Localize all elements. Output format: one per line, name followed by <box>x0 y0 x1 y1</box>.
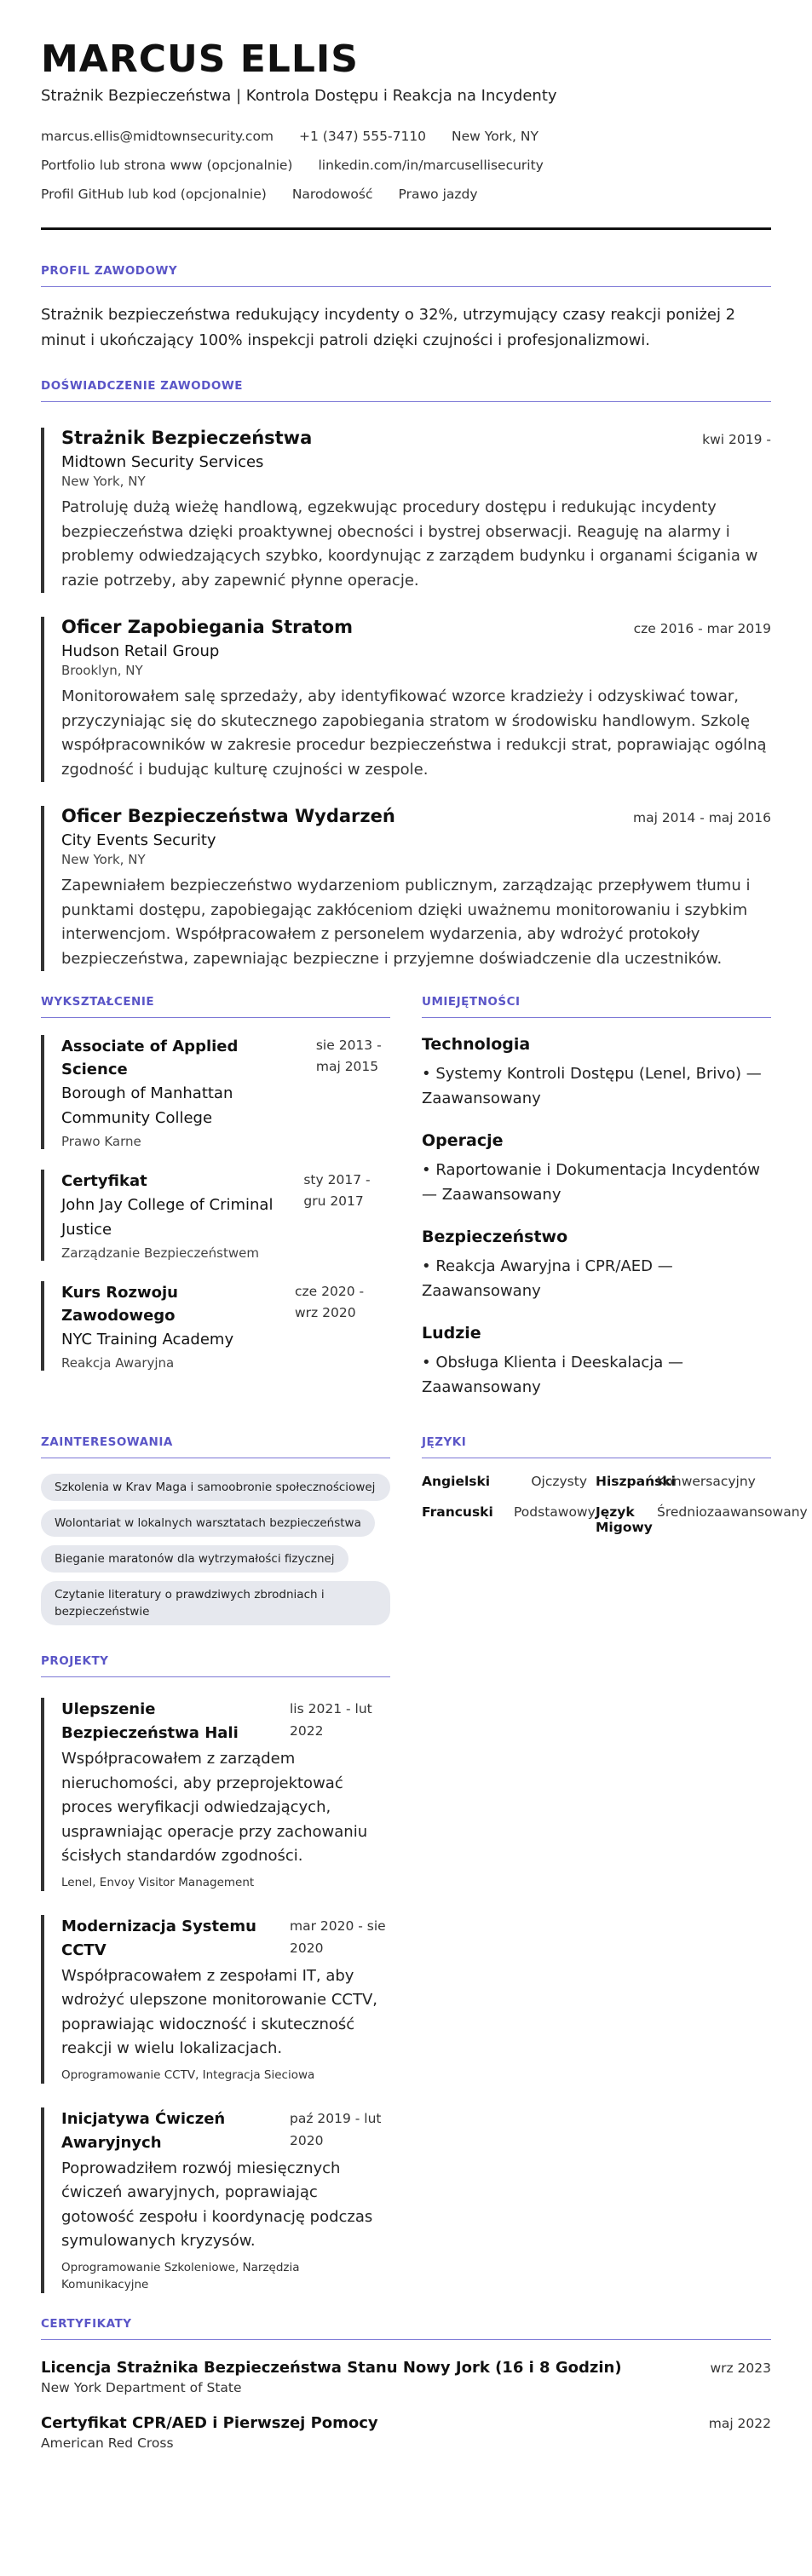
certificate-entry <box>41 2359 771 2395</box>
section-title-projects: PROJEKTY <box>41 1654 390 1677</box>
section-title-interests: ZAINTERESOWANIA <box>41 1435 390 1458</box>
skill-group <box>422 1324 771 1400</box>
education-school: Borough of Manhattan Community College <box>61 1084 233 1127</box>
language-name: Hiszpański <box>596 1474 676 1489</box>
contact-github[interactable]: Profil GitHub lub kod (opcjonalnie) <box>41 187 267 202</box>
job-company: Hudson Retail Group <box>61 642 220 660</box>
job-company: City Events Security <box>61 831 216 849</box>
contact-portfolio[interactable]: Portfolio lub strona www (opcjonalnie) <box>41 158 293 173</box>
job-description: Monitorowałem salę sprzedaży, aby identyfikować wzorce kradzieży i odzyskiwać towar, przyczyniając się do skutecznego zapobiegania stratom w środowisku handlowym. Szkolę współpracowników w zakresie procedur bezpieczeństwa i redukcji strat, poprawiając ogólną zgodność i budując kulturę czujności w zespole. <box>61 687 767 779</box>
project-title: Ulepszenie Bezpieczeństwa Hali <box>61 1700 239 1742</box>
resume-header <box>41 37 771 230</box>
skill-group <box>422 1228 771 1303</box>
project-description: Poprowadziłem rozwój miesięcznych ćwiczeń awaryjnych, poprawiając gotowość zespołu i koordynację podczas symulowanych kryzysów. <box>61 2159 373 2250</box>
project-title: Modernizacja Systemu CCTV <box>61 1917 256 1959</box>
interest-chip: Bieganie maratonów dla wytrzymałości fizycznej <box>41 1545 348 1573</box>
certificate-title: Licencja Strażnika Bezpieczeństwa Stanu Nowy Jork (16 i 8 Godzin) <box>41 2358 622 2377</box>
certificate-issuer: New York Department of State <box>41 2379 242 2395</box>
candidate-headline: Strażnik Bezpieczeństwa | Kontrola Dostępu i Reakcja na Incydenty <box>41 87 557 105</box>
experience-entry <box>41 617 771 782</box>
language-level: Ojczysty <box>531 1474 587 1489</box>
job-location: Brooklyn, NY <box>61 663 143 678</box>
education-date: cze 2020 - wrz 2020 <box>295 1284 365 1320</box>
education-field: Reakcja Awaryjna <box>61 1355 175 1371</box>
education-school: NYC Training Academy <box>61 1331 234 1348</box>
language-table <box>422 1474 808 1535</box>
contact-location: New York, NY <box>452 129 538 144</box>
project-entry <box>41 2107 390 2293</box>
skill-group <box>422 1035 771 1111</box>
section-title-certificates: CERTYFIKATY <box>41 2317 771 2340</box>
job-location: New York, NY <box>61 474 146 489</box>
education-title: Certyfikat <box>61 1172 147 1190</box>
language-name: Angielski <box>422 1474 491 1489</box>
section-title-education: WYKSZTAŁCENIE <box>41 995 390 1018</box>
interest-list <box>41 1474 390 1634</box>
education-entry <box>41 1170 390 1261</box>
section-title-experience: DOŚWIADCZENIE ZAWODOWE <box>41 379 771 402</box>
section-title-profile: PROFIL ZAWODOWY <box>41 264 771 287</box>
project-entry <box>41 1698 390 1891</box>
experience-entry <box>41 428 771 593</box>
job-location: New York, NY <box>61 852 146 867</box>
interests-section <box>41 1435 390 1634</box>
contact-row <box>41 158 771 187</box>
header-divider <box>41 227 771 230</box>
language-name: Język Migowy <box>596 1504 653 1535</box>
languages-section <box>422 1435 808 1634</box>
project-tech: Oprogramowanie CCTV, Integracja Sieciowa <box>61 2067 315 2082</box>
certificate-date: wrz 2023 <box>710 2360 771 2376</box>
skill-category: Bezpieczeństwo <box>422 1228 568 1246</box>
skill-item: • Reakcja Awaryjna i CPR/AED — Zaawansowany <box>422 1257 673 1300</box>
contact-row <box>41 187 771 216</box>
experience-entry <box>41 806 771 971</box>
contact-nationality: Narodowość <box>291 187 373 202</box>
profile-summary: Strażnik bezpieczeństwa redukujący incydenty o 32%, utrzymujący czasy reakcji poniżej 2 minut i ukończający 100% inspekcji patroli dzięki czujności i profesjonalizmowi. <box>41 306 736 349</box>
skill-item: • Systemy Kontroli Dostępu (Lenel, Brivo) — Zaawansowany <box>422 1065 762 1107</box>
language-level: Średniozaawansowany <box>657 1504 808 1520</box>
job-date: cze 2016 - mar 2019 <box>633 621 771 636</box>
contact-linkedin[interactable]: linkedin.com/in/marcusellisecurity <box>318 158 544 173</box>
projects-section <box>41 1654 390 2293</box>
education-field: Prawo Karne <box>61 1134 141 1149</box>
project-tech: Lenel, Envoy Visitor Management <box>61 1875 255 1889</box>
certificate-date: maj 2022 <box>708 2415 771 2431</box>
contact-phone[interactable]: +1 (347) 555-7110 <box>299 129 427 144</box>
skill-category: Ludzie <box>422 1324 481 1343</box>
language-name: Francuski <box>422 1504 493 1520</box>
candidate-name: MARCUS ELLIS <box>41 37 359 81</box>
language-level: Konwersacyjny <box>657 1474 756 1489</box>
skill-item: • Obsługa Klienta i Deeskalacja — Zaawansowany <box>422 1354 684 1396</box>
project-tech: Oprogramowanie Szkoleniowe, Narzędzia Komunikacyjne <box>61 2260 300 2291</box>
contact-license: Prawo jazdy <box>398 187 478 202</box>
education-skills-row <box>41 995 771 1420</box>
section-title-languages: JĘZYKI <box>422 1435 771 1458</box>
job-title: Strażnik Bezpieczeństwa <box>61 428 313 448</box>
interest-chip: Czytanie literatury o prawdziwych zbrodniach i bezpieczeństwie <box>41 1581 390 1625</box>
certificate-title: Certyfikat CPR/AED i Pierwszej Pomocy <box>41 2413 378 2432</box>
skill-group <box>422 1131 771 1207</box>
interest-chip: Szkolenia w Krav Maga i samoobronie społecznościowej <box>41 1474 390 1501</box>
job-title: Oficer Zapobiegania Stratom <box>61 617 353 637</box>
project-date: lis 2021 - lut 2022 <box>290 1701 372 1739</box>
education-field: Zarządzanie Bezpieczeństwem <box>61 1245 259 1261</box>
education-date: sty 2017 - gru 2017 <box>303 1172 371 1209</box>
interest-chip: Wolontariat w lokalnych warsztatach bezpieczeństwa <box>41 1509 375 1537</box>
job-date: maj 2014 - maj 2016 <box>632 810 771 825</box>
education-title: Kurs Rozwoju Zawodowego <box>61 1284 178 1325</box>
project-description: Współpracowałem z zarządem nieruchomości, aby przeprojektować proces weryfikacji odwiedzających, usprawniając operacje przy zachowaniu ścisłych standardów zgodności. <box>61 1750 368 1865</box>
project-date: mar 2020 - sie 2020 <box>290 1918 386 1956</box>
job-date: kwi 2019 - <box>702 432 771 447</box>
education-entry <box>41 1035 390 1149</box>
certificate-issuer: American Red Cross <box>41 2435 174 2451</box>
skill-item: • Raportowanie i Dokumentacja Incydentów — Zaawansowany <box>422 1161 760 1204</box>
contact-row <box>41 129 771 158</box>
project-description: Współpracowałem z zespołami IT, aby wdrożyć ulepszone monitorowanie CCTV, poprawiając widoczność i skuteczność reakcji w wielu lokalizacjach. <box>61 1966 378 2057</box>
profile-section <box>41 264 771 354</box>
project-date: paź 2019 - lut 2020 <box>290 2110 382 2148</box>
job-title: Oficer Bezpieczeństwa Wydarzeń <box>61 806 395 826</box>
skill-category: Technologia <box>422 1035 531 1054</box>
certificates-section <box>41 2317 771 2451</box>
project-title: Inicjatywa Ćwiczeń Awaryjnych <box>61 2109 226 2152</box>
education-date: sie 2013 - maj 2015 <box>315 1038 382 1074</box>
certificate-entry <box>41 2414 771 2451</box>
experience-section <box>41 379 771 971</box>
section-title-skills: UMIEJĘTNOŚCI <box>422 995 771 1018</box>
interests-languages-row <box>41 1435 808 1634</box>
skills-section <box>422 995 771 1420</box>
education-school: John Jay College of Criminal Justice <box>61 1196 274 1239</box>
education-section <box>41 995 390 1420</box>
job-description: Patroluję dużą wieżę handlową, egzekwując procedury dostępu i redukując incydenty bezpieczeństwa dzięki proaktywnej obecności i bystrej obserwacji. Reaguję na alarmy i problemy odwiedzających szybko, koordynując z zarządem budynku i organami ścigania w razie potrzeby, aby zapewnić płynne operacje. <box>61 498 758 589</box>
job-company: Midtown Security Services <box>61 453 264 471</box>
project-entry <box>41 1915 390 2084</box>
contact-email[interactable]: marcus.ellis@midtownsecurity.com <box>41 129 274 144</box>
education-entry <box>41 1281 390 1371</box>
skill-category: Operacje <box>422 1131 504 1150</box>
education-title: Associate of Applied Science <box>61 1038 239 1078</box>
language-level: Podstawowy <box>514 1504 596 1520</box>
job-description: Zapewniałem bezpieczeństwo wydarzeniom publicznym, zarządzając przepływem tłumu i punktami dostępu, zapobiegając zakłóceniom dzięki uważnemu monitorowaniu i szybkim interwencjom. Współpracowałem z personelem wydarzenia, aby wdrożyć protokoły bezpieczeństwa, zapewniając bezpieczne i przyjemne doświadczenie dla uczestników. <box>61 877 751 968</box>
